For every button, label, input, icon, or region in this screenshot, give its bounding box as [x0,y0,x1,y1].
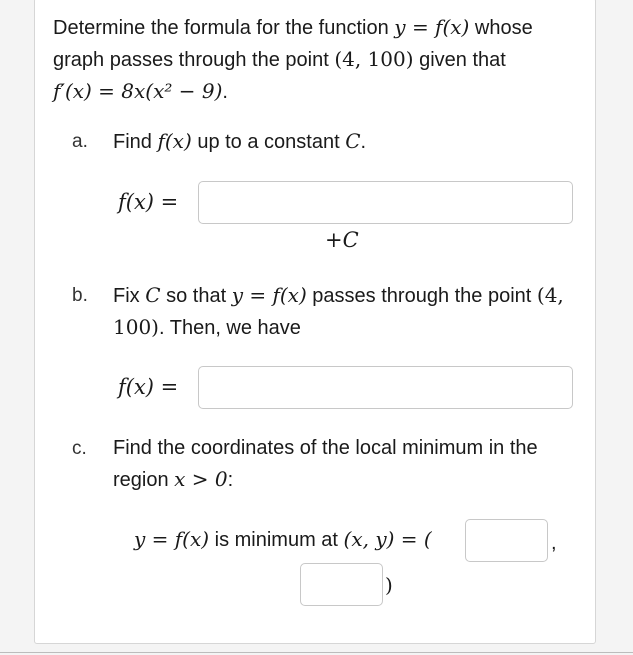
part-b-fx-label: f(x) = [118,375,179,399]
part-a-fx-label: f(x) = [118,190,179,214]
coordinate-close-paren: ) [385,573,393,597]
part-c-y-input[interactable] [300,563,383,606]
part-c-x-input[interactable] [465,519,548,562]
problem-statement: Determine the formula for the function y = f(x) whose graph passes through the point (4, 100) given that f′(x) = 8x(x² − 9). [53,15,533,103]
divider [0,652,633,653]
part-a-prompt: Find f(x) up to a constant C. [113,129,367,153]
part-b-letter: b. [72,285,88,306]
part-c-prompt: Find the coordinates of the local minimum in the region x > 0: [113,437,538,491]
coordinate-comma: , [551,532,557,554]
part-c-letter: c. [72,438,87,459]
part-a-letter: a. [72,131,88,152]
minimum-statement: y = f(x) is minimum at (x, y) = ( [134,527,432,551]
plus-c-label: +C [325,228,359,252]
part-a-answer-input[interactable] [198,181,573,224]
part-b-answer-input[interactable] [198,366,573,409]
part-b-prompt: Fix C so that y = f(x) passes through the point (4, 100). Then, we have [113,283,564,339]
